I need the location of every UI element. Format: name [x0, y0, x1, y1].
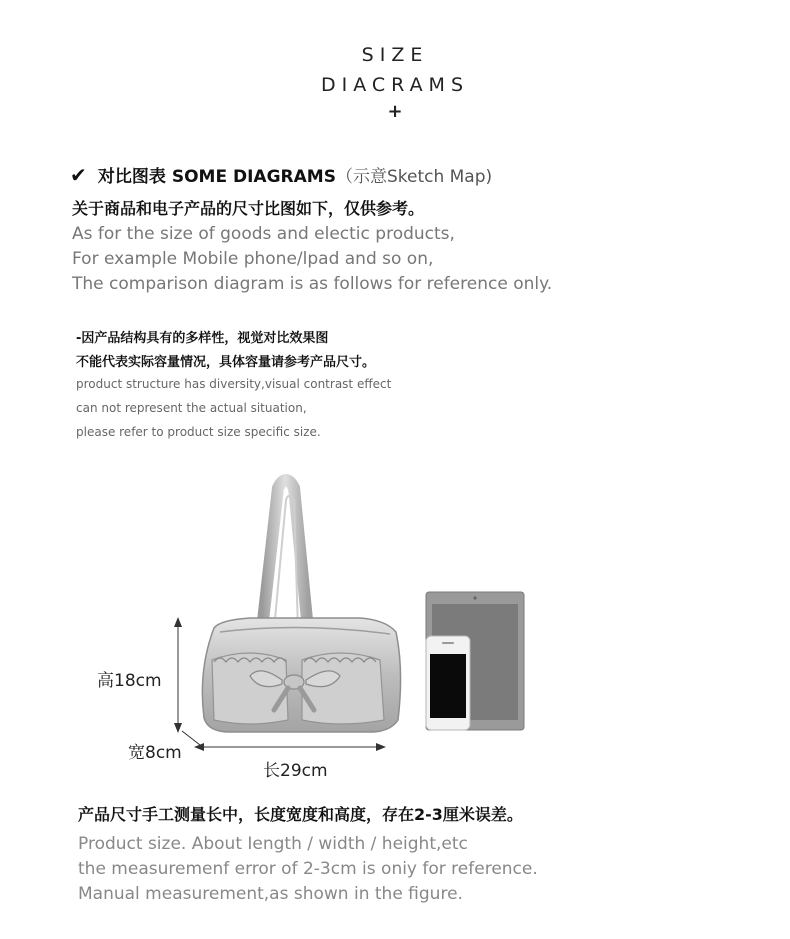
section-heading	[70, 162, 492, 187]
heading-en: SOME DIAGRAMS	[171, 167, 336, 187]
tablet-phone-illustration	[424, 590, 528, 732]
height-label: 高18cm	[97, 671, 162, 691]
note-cn-line: 不能代表实际容量情况，具体容量请参考产品尺寸。	[76, 355, 376, 370]
intro-en-line: The comparison diagram is as follows for reference only.	[72, 274, 553, 294]
note-en-line: product structure has diversity,visual contrast effect	[76, 377, 392, 391]
note-cn-line: -因产品结构具有的多样性，视觉对比效果图	[76, 331, 329, 346]
diagrams-title: DIACRAMS	[320, 74, 470, 96]
size-title: SIZE	[361, 44, 429, 66]
dimension-lines	[160, 615, 390, 765]
footer-en-line: the measuremenf error of 2-3cm is oniy for reference.	[78, 859, 538, 879]
plus-icon: +	[387, 101, 403, 122]
intro-cn: 关于商品和电子产品的尺寸比图如下，仅供参考。	[72, 199, 425, 218]
footer-en-line: Product size. About Iength / width / height,etc	[78, 834, 468, 854]
note-en-line: please refer to product size specific size.	[76, 425, 321, 439]
check-icon: ✔	[70, 163, 87, 187]
footer-en-line: Manual measurement,as shown in the figure.	[78, 884, 463, 904]
width-label: 宽8cm	[128, 743, 182, 763]
intro-en-line: For example Mobile phone/lpad and so on,	[72, 249, 434, 269]
footer-cn: 产品尺寸手工测量长中，长度宽度和高度，存在2-3厘米误差。	[78, 805, 523, 824]
length-label: 长29cm	[263, 761, 328, 781]
heading-cn: 对比图表	[97, 167, 166, 187]
intro-en-line: As for the size of goods and electic products,	[72, 224, 455, 244]
note-en-line: can not represent the actual situation,	[76, 401, 307, 415]
heading-note: （示意Sketch Map)	[335, 167, 493, 187]
